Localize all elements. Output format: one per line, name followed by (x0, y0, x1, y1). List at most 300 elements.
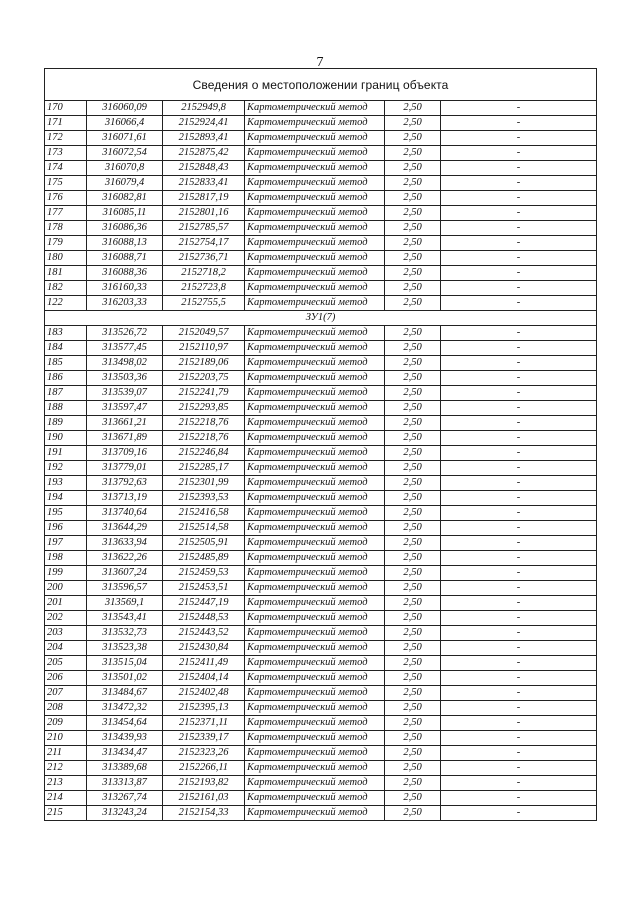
table-row (45, 731, 597, 746)
table-row (45, 776, 597, 791)
y-coordinate-cell: 2152293,85 (163, 401, 245, 416)
y-coordinate-cell: 2152393,53 (163, 491, 245, 506)
point-number-cell: 187 (45, 386, 87, 401)
table-row (45, 281, 597, 296)
y-coordinate-cell: 2152785,57 (163, 221, 245, 236)
y-coordinate-cell: 2152241,79 (163, 386, 245, 401)
y-coordinate-cell: 2152924,41 (163, 116, 245, 131)
y-coordinate-cell: 2152154,33 (163, 806, 245, 821)
description-cell: - (441, 251, 597, 266)
point-number-cell: 209 (45, 716, 87, 731)
accuracy-cell: 2,50 (385, 371, 441, 386)
accuracy-cell: 2,50 (385, 101, 441, 116)
y-coordinate-cell: 2152161,03 (163, 791, 245, 806)
accuracy-cell: 2,50 (385, 611, 441, 626)
table-row (45, 206, 597, 221)
table-row (45, 791, 597, 806)
method-cell: Картометрический метод (245, 401, 385, 416)
point-number-cell: 173 (45, 146, 87, 161)
y-coordinate-cell: 2152949,8 (163, 101, 245, 116)
x-coordinate-cell: 316085,11 (87, 206, 163, 221)
x-coordinate-cell: 316088,13 (87, 236, 163, 251)
description-cell: - (441, 101, 597, 116)
x-coordinate-cell: 313543,41 (87, 611, 163, 626)
y-coordinate-cell: 2152514,58 (163, 521, 245, 536)
table-row (45, 806, 597, 821)
point-number-cell: 176 (45, 191, 87, 206)
point-number-cell: 178 (45, 221, 87, 236)
description-cell: - (441, 491, 597, 506)
table-row (45, 386, 597, 401)
method-cell: Картометрический метод (245, 146, 385, 161)
description-cell: - (441, 356, 597, 371)
method-cell: Картометрический метод (245, 806, 385, 821)
description-cell: - (441, 401, 597, 416)
description-cell: - (441, 671, 597, 686)
x-coordinate-cell: 313501,02 (87, 671, 163, 686)
x-coordinate-cell: 313671,89 (87, 431, 163, 446)
accuracy-cell: 2,50 (385, 386, 441, 401)
method-cell: Картометрический метод (245, 356, 385, 371)
description-cell: - (441, 611, 597, 626)
point-number-cell: 177 (45, 206, 87, 221)
description-cell: - (441, 161, 597, 176)
description-cell: - (441, 686, 597, 701)
method-cell: Картометрический метод (245, 161, 385, 176)
point-number-cell: 185 (45, 356, 87, 371)
section-row (45, 311, 597, 326)
point-number-cell: 180 (45, 251, 87, 266)
table-row (45, 611, 597, 626)
method-cell: Картометрический метод (245, 746, 385, 761)
description-cell: - (441, 626, 597, 641)
accuracy-cell: 2,50 (385, 206, 441, 221)
method-cell: Картометрический метод (245, 191, 385, 206)
y-coordinate-cell: 2152817,19 (163, 191, 245, 206)
description-cell: - (441, 506, 597, 521)
accuracy-cell: 2,50 (385, 281, 441, 296)
x-coordinate-cell: 313709,16 (87, 446, 163, 461)
y-coordinate-cell: 2152404,14 (163, 671, 245, 686)
table-row (45, 506, 597, 521)
accuracy-cell: 2,50 (385, 626, 441, 641)
y-coordinate-cell: 2152430,84 (163, 641, 245, 656)
description-cell: - (441, 746, 597, 761)
point-number-cell: 184 (45, 341, 87, 356)
method-cell: Картометрический метод (245, 116, 385, 131)
table-row (45, 596, 597, 611)
description-cell: - (441, 461, 597, 476)
description-cell: - (441, 776, 597, 791)
y-coordinate-cell: 2152755,5 (163, 296, 245, 311)
x-coordinate-cell: 313622,26 (87, 551, 163, 566)
accuracy-cell: 2,50 (385, 161, 441, 176)
point-number-cell: 205 (45, 656, 87, 671)
y-coordinate-cell: 2152875,42 (163, 146, 245, 161)
accuracy-cell: 2,50 (385, 326, 441, 341)
x-coordinate-cell: 313243,24 (87, 806, 163, 821)
x-coordinate-cell: 313454,64 (87, 716, 163, 731)
x-coordinate-cell: 316082,81 (87, 191, 163, 206)
table-row (45, 101, 597, 116)
method-cell: Картометрический метод (245, 251, 385, 266)
y-coordinate-cell: 2152110,97 (163, 341, 245, 356)
table-row (45, 521, 597, 536)
x-coordinate-cell: 313523,38 (87, 641, 163, 656)
y-coordinate-cell: 2152453,51 (163, 581, 245, 596)
point-number-cell: 174 (45, 161, 87, 176)
accuracy-cell: 2,50 (385, 401, 441, 416)
table-row (45, 461, 597, 476)
method-cell: Картометрический метод (245, 431, 385, 446)
accuracy-cell: 2,50 (385, 191, 441, 206)
method-cell: Картометрический метод (245, 641, 385, 656)
point-number-cell: 195 (45, 506, 87, 521)
x-coordinate-cell: 313792,63 (87, 476, 163, 491)
x-coordinate-cell: 313607,24 (87, 566, 163, 581)
y-coordinate-cell: 2152323,26 (163, 746, 245, 761)
x-coordinate-cell: 316088,36 (87, 266, 163, 281)
method-cell: Картометрический метод (245, 416, 385, 431)
table-row (45, 671, 597, 686)
accuracy-cell: 2,50 (385, 731, 441, 746)
x-coordinate-cell: 313740,64 (87, 506, 163, 521)
method-cell: Картометрический метод (245, 461, 385, 476)
y-coordinate-cell: 2152402,48 (163, 686, 245, 701)
table-row (45, 716, 597, 731)
x-coordinate-cell: 313498,02 (87, 356, 163, 371)
y-coordinate-cell: 2152218,76 (163, 431, 245, 446)
y-coordinate-cell: 2152411,49 (163, 656, 245, 671)
y-coordinate-cell: 2152848,43 (163, 161, 245, 176)
method-cell: Картометрический метод (245, 671, 385, 686)
point-number-cell: 206 (45, 671, 87, 686)
y-coordinate-cell: 2152371,11 (163, 716, 245, 731)
x-coordinate-cell: 316203,33 (87, 296, 163, 311)
table-row (45, 746, 597, 761)
accuracy-cell: 2,50 (385, 236, 441, 251)
point-number-cell: 210 (45, 731, 87, 746)
x-coordinate-cell: 316060,09 (87, 101, 163, 116)
x-coordinate-cell: 313434,47 (87, 746, 163, 761)
accuracy-cell: 2,50 (385, 596, 441, 611)
method-cell: Картометрический метод (245, 101, 385, 116)
method-cell: Картометрический метод (245, 281, 385, 296)
accuracy-cell: 2,50 (385, 176, 441, 191)
table-row (45, 296, 597, 311)
table-row (45, 401, 597, 416)
accuracy-cell: 2,50 (385, 446, 441, 461)
description-cell: - (441, 206, 597, 221)
y-coordinate-cell: 2152416,58 (163, 506, 245, 521)
method-cell: Картометрический метод (245, 581, 385, 596)
description-cell: - (441, 566, 597, 581)
x-coordinate-cell: 313389,68 (87, 761, 163, 776)
description-cell: - (441, 731, 597, 746)
point-number-cell: 122 (45, 296, 87, 311)
point-number-cell: 199 (45, 566, 87, 581)
description-cell: - (441, 551, 597, 566)
method-cell: Картометрический метод (245, 686, 385, 701)
table-row (45, 236, 597, 251)
point-number-cell: 189 (45, 416, 87, 431)
table-row (45, 116, 597, 131)
x-coordinate-cell: 313267,74 (87, 791, 163, 806)
description-cell: - (441, 536, 597, 551)
point-number-cell: 179 (45, 236, 87, 251)
description-cell: - (441, 266, 597, 281)
description-cell: - (441, 431, 597, 446)
y-coordinate-cell: 2152505,91 (163, 536, 245, 551)
accuracy-cell: 2,50 (385, 461, 441, 476)
accuracy-cell: 2,50 (385, 776, 441, 791)
method-cell: Картометрический метод (245, 206, 385, 221)
x-coordinate-cell: 313515,04 (87, 656, 163, 671)
x-coordinate-cell: 313644,29 (87, 521, 163, 536)
x-coordinate-cell: 313569,1 (87, 596, 163, 611)
description-cell: - (441, 221, 597, 236)
method-cell: Картометрический метод (245, 551, 385, 566)
point-number-cell: 207 (45, 686, 87, 701)
x-coordinate-cell: 316066,4 (87, 116, 163, 131)
x-coordinate-cell: 313713,19 (87, 491, 163, 506)
description-cell: - (441, 446, 597, 461)
y-coordinate-cell: 2152801,16 (163, 206, 245, 221)
point-number-cell: 215 (45, 806, 87, 821)
point-number-cell: 198 (45, 551, 87, 566)
accuracy-cell: 2,50 (385, 506, 441, 521)
accuracy-cell: 2,50 (385, 761, 441, 776)
description-cell: - (441, 341, 597, 356)
description-cell: - (441, 386, 597, 401)
x-coordinate-cell: 313313,87 (87, 776, 163, 791)
point-number-cell: 204 (45, 641, 87, 656)
x-coordinate-cell: 313596,57 (87, 581, 163, 596)
point-number-cell: 182 (45, 281, 87, 296)
method-cell: Картометрический метод (245, 716, 385, 731)
accuracy-cell: 2,50 (385, 536, 441, 551)
table-row (45, 536, 597, 551)
table-row (45, 701, 597, 716)
method-cell: Картометрический метод (245, 266, 385, 281)
point-number-cell: 191 (45, 446, 87, 461)
table-row (45, 326, 597, 341)
table-row (45, 356, 597, 371)
y-coordinate-cell: 2152193,82 (163, 776, 245, 791)
y-coordinate-cell: 2152266,11 (163, 761, 245, 776)
method-cell: Картометрический метод (245, 131, 385, 146)
method-cell: Картометрический метод (245, 761, 385, 776)
accuracy-cell: 2,50 (385, 716, 441, 731)
accuracy-cell: 2,50 (385, 806, 441, 821)
description-cell: - (441, 701, 597, 716)
x-coordinate-cell: 316070,8 (87, 161, 163, 176)
table-row (45, 446, 597, 461)
accuracy-cell: 2,50 (385, 266, 441, 281)
method-cell: Картометрический метод (245, 731, 385, 746)
point-number-cell: 214 (45, 791, 87, 806)
method-cell: Картометрический метод (245, 176, 385, 191)
table-title: Сведения о местоположении границ объекта (45, 69, 597, 101)
accuracy-cell: 2,50 (385, 491, 441, 506)
y-coordinate-cell: 2152723,8 (163, 281, 245, 296)
y-coordinate-cell: 2152049,57 (163, 326, 245, 341)
method-cell: Картометрический метод (245, 701, 385, 716)
table-row (45, 686, 597, 701)
x-coordinate-cell: 313484,67 (87, 686, 163, 701)
table-row (45, 221, 597, 236)
accuracy-cell: 2,50 (385, 566, 441, 581)
method-cell: Картометрический метод (245, 296, 385, 311)
method-cell: Картометрический метод (245, 791, 385, 806)
table-row (45, 371, 597, 386)
description-cell: - (441, 791, 597, 806)
point-number-cell: 192 (45, 461, 87, 476)
accuracy-cell: 2,50 (385, 551, 441, 566)
description-cell: - (441, 236, 597, 251)
y-coordinate-cell: 2152718,2 (163, 266, 245, 281)
table-row (45, 761, 597, 776)
description-cell: - (441, 806, 597, 821)
method-cell: Картометрический метод (245, 446, 385, 461)
accuracy-cell: 2,50 (385, 476, 441, 491)
method-cell: Картометрический метод (245, 491, 385, 506)
x-coordinate-cell: 316088,71 (87, 251, 163, 266)
x-coordinate-cell: 313539,07 (87, 386, 163, 401)
accuracy-cell: 2,50 (385, 116, 441, 131)
description-cell: - (441, 146, 597, 161)
x-coordinate-cell: 313439,93 (87, 731, 163, 746)
accuracy-cell: 2,50 (385, 431, 441, 446)
point-number-cell: 202 (45, 611, 87, 626)
table-row (45, 146, 597, 161)
method-cell: Картометрический метод (245, 341, 385, 356)
method-cell: Картометрический метод (245, 596, 385, 611)
x-coordinate-cell: 316071,61 (87, 131, 163, 146)
x-coordinate-cell: 313472,32 (87, 701, 163, 716)
description-cell: - (441, 296, 597, 311)
x-coordinate-cell: 316072,54 (87, 146, 163, 161)
description-cell: - (441, 416, 597, 431)
point-number-cell: 171 (45, 116, 87, 131)
x-coordinate-cell: 313526,72 (87, 326, 163, 341)
accuracy-cell: 2,50 (385, 686, 441, 701)
y-coordinate-cell: 2152339,17 (163, 731, 245, 746)
description-cell: - (441, 176, 597, 191)
description-cell: - (441, 716, 597, 731)
method-cell: Картометрический метод (245, 476, 385, 491)
description-cell: - (441, 596, 597, 611)
point-number-cell: 186 (45, 371, 87, 386)
section-label: ЗУ1(7) (45, 311, 597, 326)
method-cell: Картометрический метод (245, 236, 385, 251)
table-row (45, 191, 597, 206)
description-cell: - (441, 191, 597, 206)
accuracy-cell: 2,50 (385, 521, 441, 536)
table-row (45, 416, 597, 431)
y-coordinate-cell: 2152246,84 (163, 446, 245, 461)
boundary-coordinates-table (44, 68, 597, 821)
point-number-cell: 170 (45, 101, 87, 116)
point-number-cell: 183 (45, 326, 87, 341)
x-coordinate-cell: 316160,33 (87, 281, 163, 296)
table-row (45, 161, 597, 176)
point-number-cell: 213 (45, 776, 87, 791)
y-coordinate-cell: 2152459,53 (163, 566, 245, 581)
method-cell: Картометрический метод (245, 326, 385, 341)
accuracy-cell: 2,50 (385, 221, 441, 236)
point-number-cell: 203 (45, 626, 87, 641)
accuracy-cell: 2,50 (385, 296, 441, 311)
point-number-cell: 190 (45, 431, 87, 446)
accuracy-cell: 2,50 (385, 356, 441, 371)
x-coordinate-cell: 313532,73 (87, 626, 163, 641)
y-coordinate-cell: 2152736,71 (163, 251, 245, 266)
table-row (45, 551, 597, 566)
point-number-cell: 201 (45, 596, 87, 611)
method-cell: Картометрический метод (245, 626, 385, 641)
point-number-cell: 196 (45, 521, 87, 536)
table-row (45, 131, 597, 146)
description-cell: - (441, 761, 597, 776)
accuracy-cell: 2,50 (385, 746, 441, 761)
description-cell: - (441, 116, 597, 131)
point-number-cell: 212 (45, 761, 87, 776)
table-row (45, 641, 597, 656)
point-number-cell: 181 (45, 266, 87, 281)
description-cell: - (441, 476, 597, 491)
point-number-cell: 193 (45, 476, 87, 491)
description-cell: - (441, 326, 597, 341)
table-row (45, 626, 597, 641)
y-coordinate-cell: 2152203,75 (163, 371, 245, 386)
page-number: 7 (316, 55, 324, 70)
x-coordinate-cell: 313661,21 (87, 416, 163, 431)
point-number-cell: 208 (45, 701, 87, 716)
description-cell: - (441, 656, 597, 671)
table-row (45, 491, 597, 506)
point-number-cell: 188 (45, 401, 87, 416)
table-row (45, 431, 597, 446)
table-row (45, 566, 597, 581)
y-coordinate-cell: 2152218,76 (163, 416, 245, 431)
method-cell: Картометрический метод (245, 536, 385, 551)
x-coordinate-cell: 313779,01 (87, 461, 163, 476)
description-cell: - (441, 131, 597, 146)
y-coordinate-cell: 2152893,41 (163, 131, 245, 146)
point-number-cell: 172 (45, 131, 87, 146)
table-title-row (45, 69, 597, 101)
accuracy-cell: 2,50 (385, 131, 441, 146)
x-coordinate-cell: 316086,36 (87, 221, 163, 236)
table-row (45, 581, 597, 596)
table-row (45, 476, 597, 491)
accuracy-cell: 2,50 (385, 641, 441, 656)
accuracy-cell: 2,50 (385, 251, 441, 266)
accuracy-cell: 2,50 (385, 791, 441, 806)
y-coordinate-cell: 2152395,13 (163, 701, 245, 716)
method-cell: Картометрический метод (245, 521, 385, 536)
x-coordinate-cell: 316079,4 (87, 176, 163, 191)
x-coordinate-cell: 313597,47 (87, 401, 163, 416)
y-coordinate-cell: 2152443,52 (163, 626, 245, 641)
y-coordinate-cell: 2152189,06 (163, 356, 245, 371)
y-coordinate-cell: 2152448,53 (163, 611, 245, 626)
method-cell: Картометрический метод (245, 566, 385, 581)
point-number-cell: 175 (45, 176, 87, 191)
table-row (45, 176, 597, 191)
accuracy-cell: 2,50 (385, 416, 441, 431)
